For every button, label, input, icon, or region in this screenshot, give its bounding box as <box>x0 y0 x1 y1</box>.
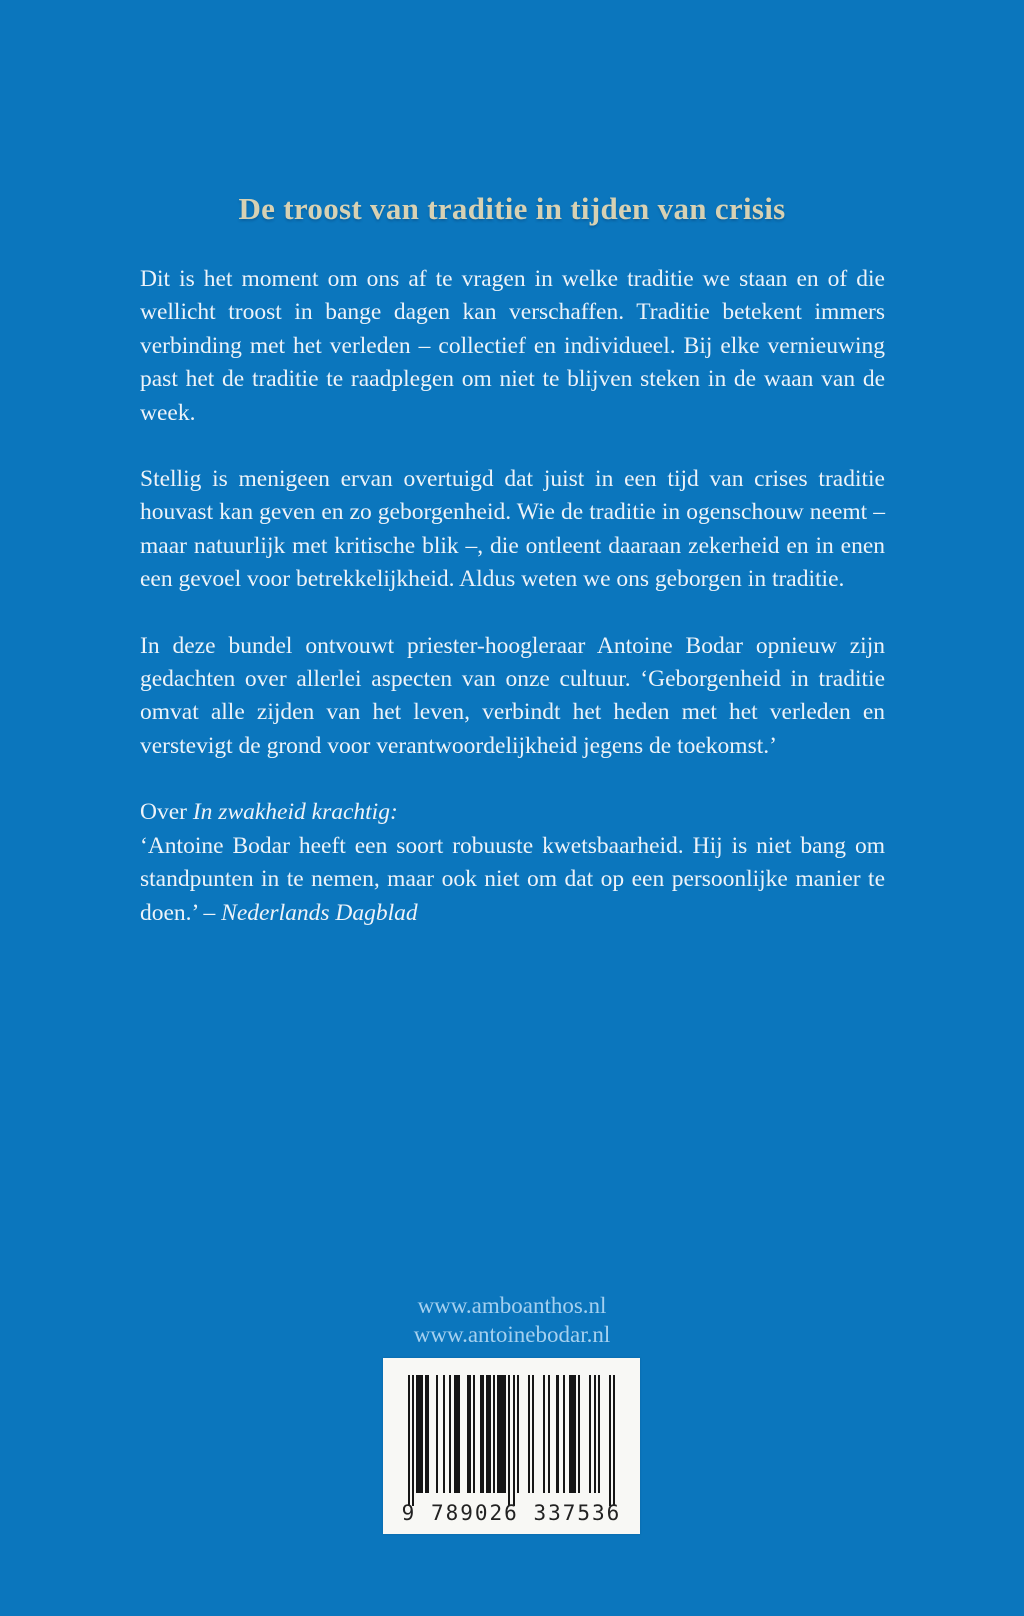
paragraph-crises-houvast: Stellig is menigeen ervan overtuigd dat juist in een tijd van crises traditie houvast kan geven en zo geborgenheid. Wie de traditie in ogenschouw neemt – maar natuurlijk met kritische blik –, die ontleent daaraan zekerheid en in enen een gevoel voor betrekkelijkheid. Aldus weten we ons geborgen in traditie. <box>140 466 885 593</box>
review-quote: ‘Antoine Bodar heeft een soort robuuste kwetsbaarheid. Hij is niet bang om standpunten in te nemen, maar ook niet om dat op een persoonlijke manier te doen.’ – <box>140 832 885 926</box>
author-url: www.antoinebodar.nl <box>413 1321 611 1347</box>
paragraph-bundel-bodar: In deze bundel ontvouwt priester-hoogleraar Antoine Bodar opnieuw zijn gedachten over allerlei aspecten van onze cultuur. ‘Geborgenheid in traditie omvat alle zijden van het leven, verbindt het heden met het verleden en verstevigt de grond voor verantwoordelijkheid jegens de toekomst.’ <box>140 632 885 759</box>
review-over-label: Over <box>140 799 193 826</box>
barcode-module <box>613 1375 615 1506</box>
barcode-digits: 9 789026 337536 <box>401 1501 622 1525</box>
review-block <box>140 796 885 930</box>
review-work-title: In zwakheid krachtig: <box>192 799 398 826</box>
publisher-url: www.amboanthos.nl <box>417 1293 607 1318</box>
paragraph-tradition-moment: Dit is het moment om ons af te vragen in welke traditie we staan en of die wellicht troost in bange dagen kan verschaffen. Traditie betekent immers verbinding met het verleden – collectief en individueel. Bij elke vernieuwing past het de traditie te raadplegen om niet te blijven steken in de waan van de week. <box>140 266 885 426</box>
barcode-bars <box>383 1358 640 1506</box>
page-title: De troost van traditie in tijden van crisis <box>238 191 786 226</box>
barcode-panel <box>383 1358 640 1534</box>
body-text <box>140 263 885 930</box>
review-source: Nederlands Dagblad <box>221 899 418 926</box>
footer-urls <box>0 1292 1024 1349</box>
